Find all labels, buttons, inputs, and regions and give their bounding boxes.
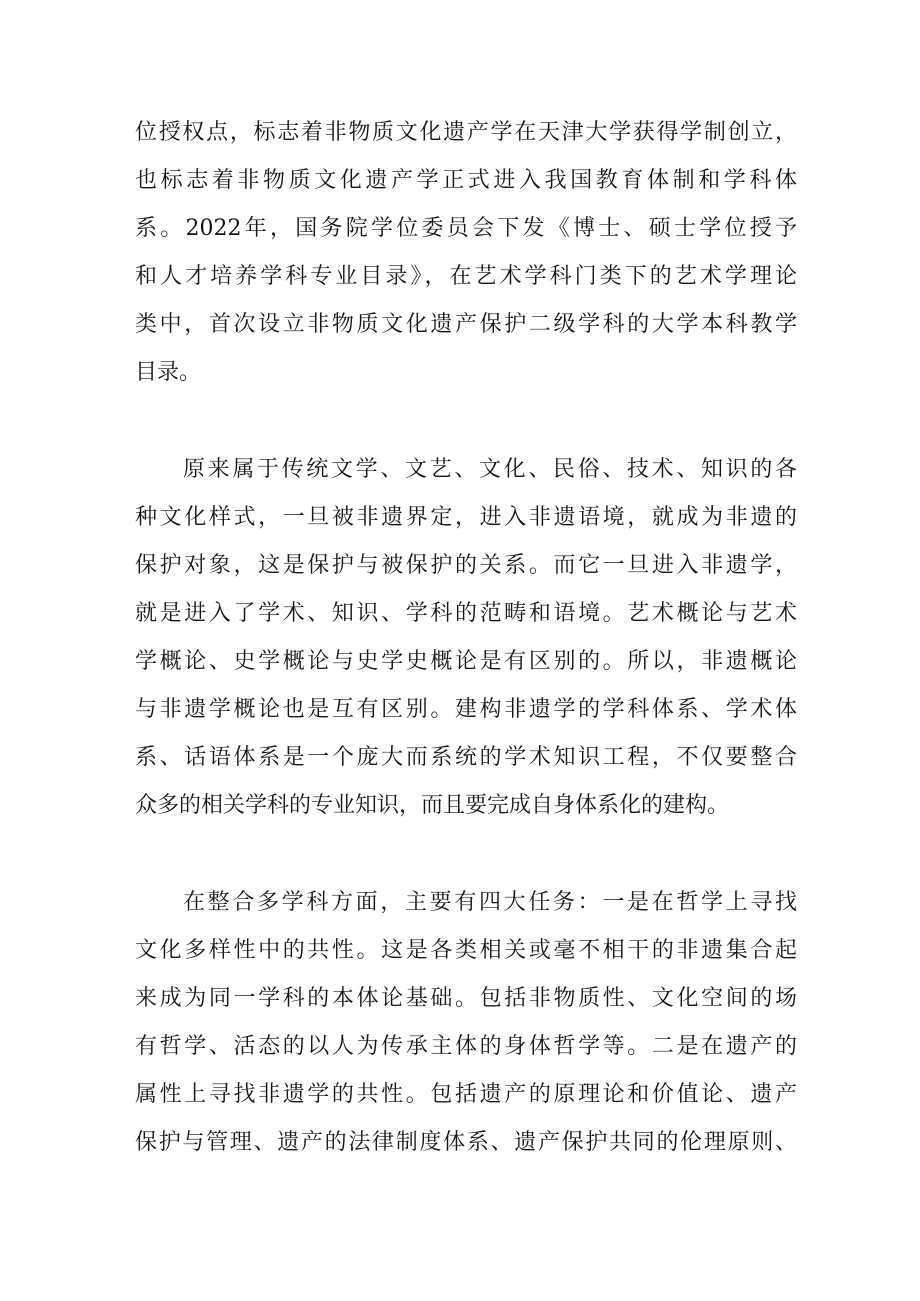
- text-line: 保护与管理、遗产的法律制度体系、遗产保护共同的伦理原则、: [135, 1130, 797, 1155]
- text-line: 系、话语体系是一个庞大而系统的学术知识工程，不仅要整合: [135, 745, 797, 770]
- paragraph-2: [135, 446, 797, 830]
- text-line: 位授权点，标志着非物质文化遗产学在天津大学获得学制创立，: [135, 120, 797, 145]
- text-line: 也标志着非物质文化遗产学正式进入我国教育体制和学科体: [135, 168, 797, 193]
- text-line: 来成为同一学科的本体论基础。包括非物质性、文化空间的场: [135, 986, 797, 1011]
- text-line: 和人才培养学科专业目录》，在艺术学科门类下的艺术学理论: [135, 264, 797, 289]
- text-line: 种文化样式，一旦被非遗界定，进入非遗语境，就成为非遗的: [135, 505, 797, 530]
- text-line: 文化多样性中的共性。这是各类相关或毫不相干的非遗集合起: [135, 938, 797, 963]
- text-line: 与非遗学概论也是互有区别。建构非遗学的学科体系、学术体: [135, 697, 797, 722]
- text-line: 类中，首次设立非物质文化遗产保护二级学科的大学本科教学: [135, 312, 797, 337]
- text-line: 学概论、史学概论与史学史概论是有区别的。所以，非遗概论: [135, 649, 797, 674]
- text-line: 保护对象，这是保护与被保护的关系。而它一旦进入非遗学，: [135, 553, 797, 578]
- text-line: 目录。: [135, 360, 202, 385]
- paragraph-1: [135, 109, 797, 397]
- text-line: 原来属于传统文学、文艺、文化、民俗、技术、知识的各: [183, 457, 797, 482]
- text-line: 就是进入了学术、知识、学科的范畴和语境。艺术概论与艺术: [135, 601, 797, 626]
- text-line: 有哲学、活态的以人为传承主体的身体哲学等。二是在遗产的: [135, 1034, 797, 1059]
- text-line: 属性上寻找非遗学的共性。包括遗产的原理论和价值论、遗产: [135, 1082, 797, 1107]
- text-line: 众多的相关学科的专业知识，而且要完成自身体系化的建构。: [135, 793, 730, 818]
- text-line: 系。2022年，国务院学位委员会下发《博士、硕士学位授予: [135, 216, 797, 241]
- text-line: 在整合多学科方面，主要有四大任务：一是在哲学上寻找: [183, 890, 797, 915]
- paragraph-3: [135, 879, 797, 1167]
